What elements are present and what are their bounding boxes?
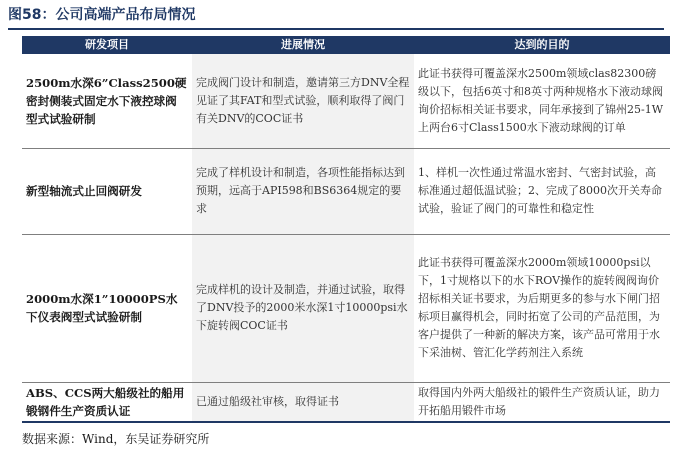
product-layout-table xyxy=(22,36,670,423)
table-row xyxy=(22,54,670,148)
table-row xyxy=(22,234,670,382)
row-goal: 1、样机一次性通过常温水密封、气密封试验，高标准通过超低温试验；2、完成了8000次开关寿命试验，验证了阀门的可靠性和稳定性 xyxy=(414,148,670,234)
figure-title: 图58：公司高端产品布局情况 xyxy=(8,7,196,23)
row-project: 新型轴流式止回阀研发 xyxy=(22,148,192,234)
table-header-row xyxy=(22,36,670,54)
data-source-note: 数据来源：Wind，东吴证券研究所 xyxy=(22,432,210,446)
row-goal: 此证书获得可覆盖深水2000m领域10000psi以下，1寸规格以下的水下ROV操作的旋转阀阀询价招标相关证书要求，为后期更多的参与水下闸门招标项目赢得机会，同时拓宽了公司的产品范围，为客户提供了一种新的解决方案，该产品可常用于水下采油树、管汇化学药剂注入系统 xyxy=(414,234,670,382)
table-row xyxy=(22,148,670,234)
header-progress: 进展情况 xyxy=(192,36,414,54)
header-goal: 达到的目的 xyxy=(414,36,670,54)
row-progress: 已通过船级社审核，取得证书 xyxy=(192,382,414,422)
row-progress: 完成样机的设计及制造，并通过试验，取得了DNV投予的2000米水深1寸10000psi水下旋转阀COC证书 xyxy=(192,234,414,382)
table-row xyxy=(22,382,670,422)
header-project: 研发项目 xyxy=(22,36,192,54)
row-goal: 此证书获得可覆盖深水2500m领域clas82300磅级以下，包括6英寸和8英寸两种规格水下液动球阀询价招标相关证书要求，同年承接到了锦州25-1W上两台6寸Class1500水下液动球阀的订单 xyxy=(414,54,670,148)
row-progress: 完成阀门设计和制造，邀请第三方DNV全程见证了其FAT和型式试验，顺利取得了阀门有关DNV的COC证书 xyxy=(192,54,414,148)
row-progress: 完成了样机设计和制造，各项性能指标达到预期，远高于API598和BS6364规定的要求 xyxy=(192,148,414,234)
title-underline xyxy=(8,28,664,30)
row-project: ABS、CCS两大船级社的船用锻钢件生产资质认证 xyxy=(22,382,192,422)
row-goal: 取得国内外两大船级社的锻件生产资质认证，助力开拓船用锻件市场 xyxy=(414,382,670,422)
row-project: 2500m水深6”Class2500硬密封侧装式固定水下液控球阀型式试验研制 xyxy=(22,54,192,148)
row-project: 2000m水深1”10000PS水下仪表阀型式试验研制 xyxy=(22,234,192,382)
